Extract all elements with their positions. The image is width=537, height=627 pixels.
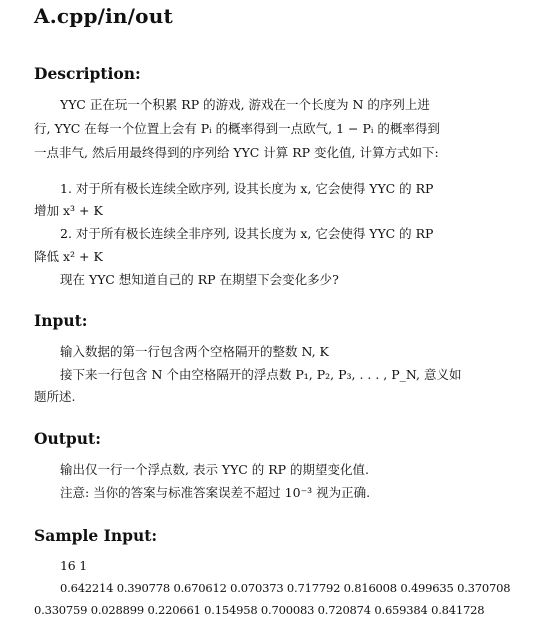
sample-input-line: 0.642214 0.390778 0.670612 0.070373 0.717792 0.816008 0.499635 0.370708 xyxy=(60,581,511,595)
page-title: A.cpp/in/out xyxy=(34,4,173,28)
sample-input-line: 16 1 xyxy=(60,558,88,573)
rule-item-1: 1. 对于所有极长连续全欧序列, 设其长度为 x, 它会使得 YYC 的 RP xyxy=(60,181,434,196)
output-line: 输出仅一行一个浮点数, 表示 YYC 的 RP 的期望变化值. xyxy=(60,462,369,477)
output-line: 注意: 当你的答案与标准答案误差不超过 10⁻³ 视为正确. xyxy=(60,485,371,500)
description-paragraph-line: 行, YYC 在每一个位置上会有 Pᵢ 的概率得到一点欧气, 1 − Pᵢ 的概率得到 xyxy=(34,121,440,136)
description-heading: Description: xyxy=(34,64,141,83)
rule-item-1-continuation: 增加 x³ + K xyxy=(34,203,103,218)
description-paragraph-line: 一点非气, 然后用最终得到的序列给 YYC 计算 RP 变化值, 计算方式如下: xyxy=(34,145,439,160)
input-line: 接下来一行包含 N 个由空格隔开的浮点数 P₁, P₂, P₃, . . . , P_N, 意义如 xyxy=(60,367,462,382)
input-heading: Input: xyxy=(34,311,88,330)
rule-item-2: 2. 对于所有极长连续全非序列, 设其长度为 x, 它会使得 YYC 的 RP xyxy=(60,226,434,241)
description-question: 现在 YYC 想知道自己的 RP 在期望下会变化多少? xyxy=(60,272,339,287)
rule-item-2-continuation: 降低 x² + K xyxy=(34,249,103,264)
output-heading: Output: xyxy=(34,429,101,448)
input-line: 输入数据的第一行包含两个空格隔开的整数 N, K xyxy=(60,344,329,359)
sample-input-heading: Sample Input: xyxy=(34,526,158,545)
input-line: 题所述. xyxy=(34,389,76,404)
sample-input-line: 0.330759 0.028899 0.220661 0.154958 0.700083 0.720874 0.659384 0.841728 xyxy=(34,603,485,617)
description-paragraph-line: YYC 正在玩一个积累 RP 的游戏, 游戏在一个长度为 N 的序列上进 xyxy=(60,97,430,112)
